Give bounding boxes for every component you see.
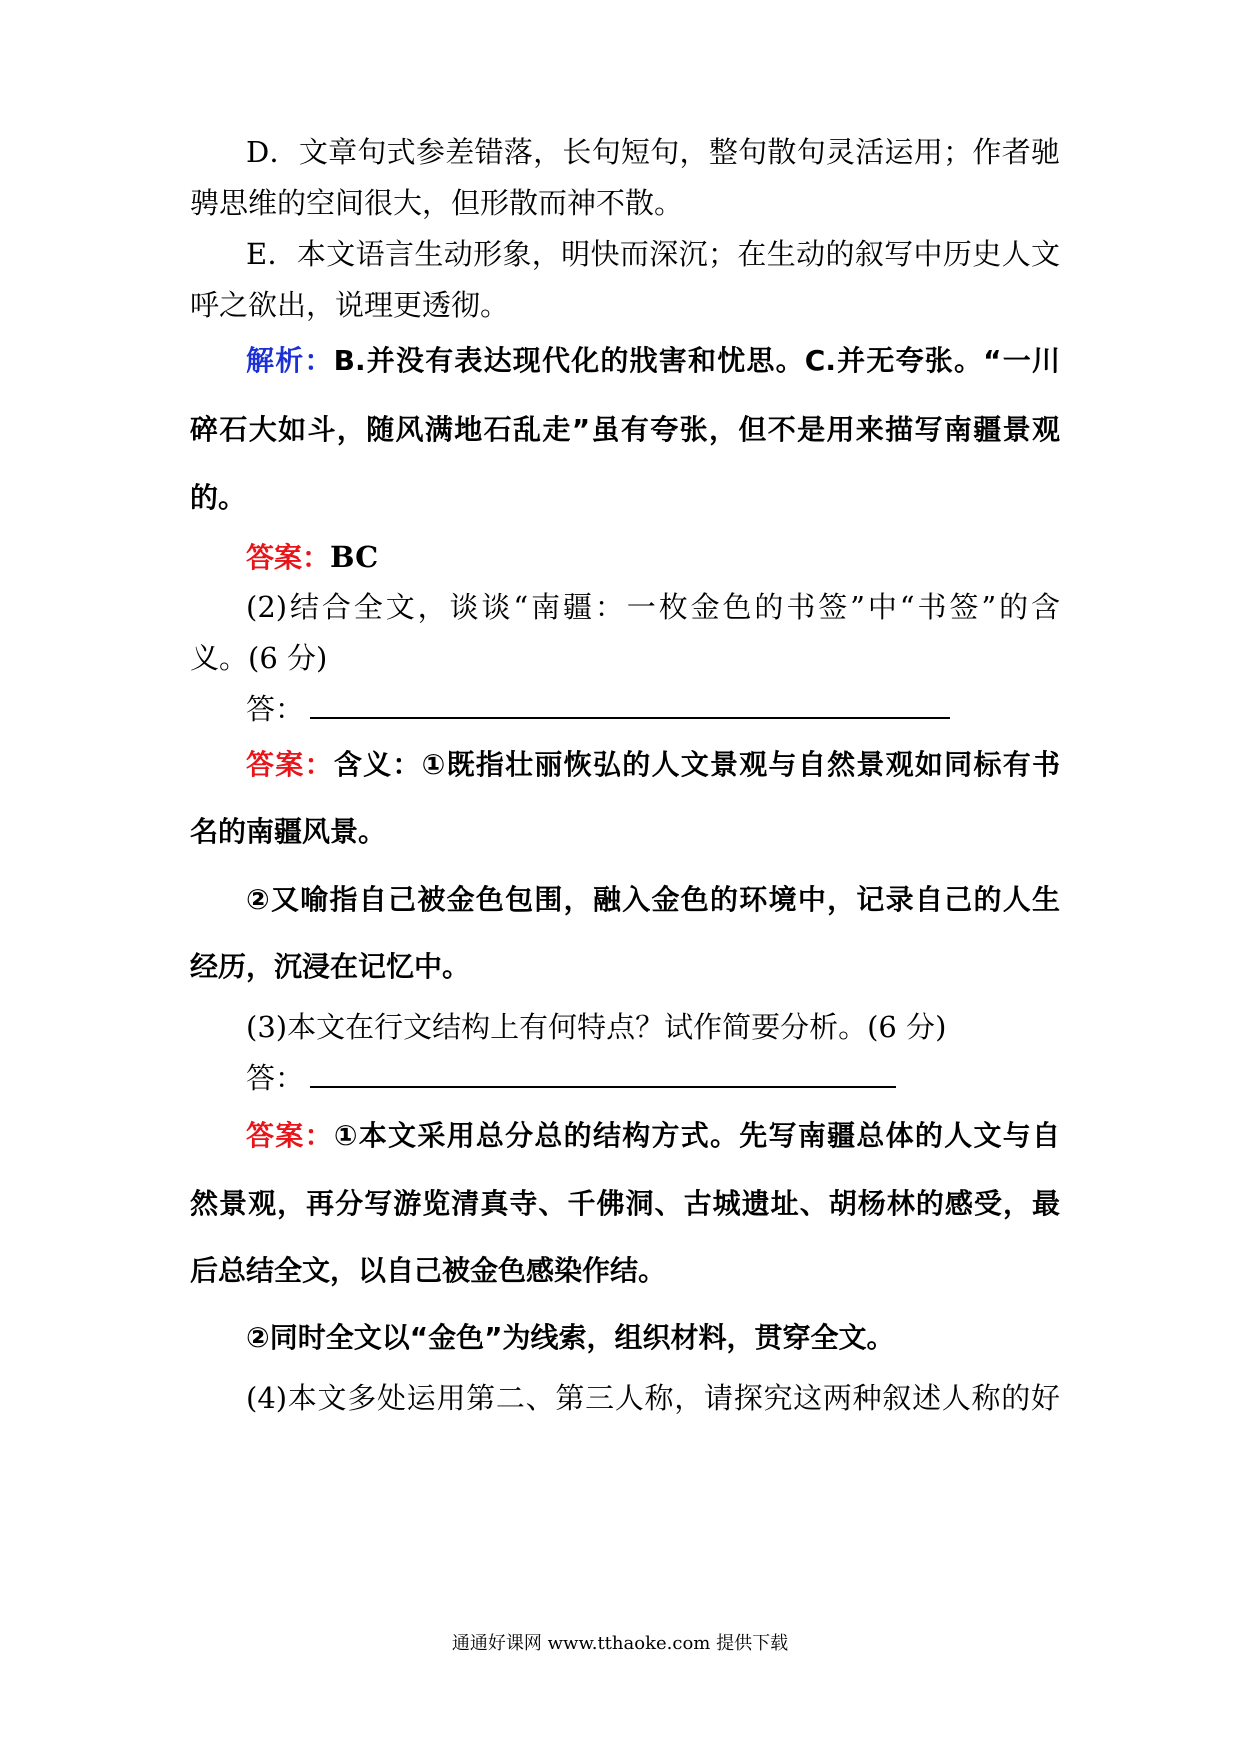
q3-answer-blank[interactable] [310,1060,896,1088]
q2-answer-prompt: 答： [246,692,305,726]
footer: 通通好课网 www.tthaoke.com 提供下载 [451,1633,789,1654]
answer1-label: 答案： [246,541,331,574]
q2-line2: 义。(6 分) [190,641,328,675]
option-e-line2: 呼之欲出，说理更透彻。 [190,288,510,322]
q4-line1: (4)本文多处运用第二、第三人称，请探究这两种叙述人称的好 [246,1381,1060,1415]
q3-line1: (3)本文在行文结构上有何特点？试作简要分析。(6 分) [246,1010,947,1044]
answer3-line4: ②同时全文以“金色”为线索，组织材料，贯穿全文。 [246,1321,895,1354]
answer1-line [246,537,1060,578]
option-e-line1: E．本文语言生动形象，明快而深沉；在生动的叙写中历史人文 [246,237,1060,271]
analysis-label: 解析： [246,344,334,377]
q2-line1: (2)结合全文，谈谈“南疆：一枚金色的书签”中“书签”的含 [246,590,1060,624]
q3-answer-row [246,1058,1060,1098]
analysis-line1 [246,341,1060,381]
answer2-text1: 含义：①既指壮丽恢弘的人文景观与自然景观如同标有书 [333,748,1060,781]
analysis-text1: B.并没有表达现代化的戕害和忧思。C.并无夸张。“一川 [333,344,1060,377]
q2-answer-row [246,689,1060,729]
option-d-line1: D．文章句式参差错落，长句短句，整句散句灵活运用；作者驰 [246,135,1060,169]
answer2-line4: 经历，沉浸在记忆中。 [190,950,471,983]
answer2-label: 答案： [246,748,334,781]
analysis-line2: 碎石大如斗，随风满地石乱走”虽有夸张，但不是用来描写南疆景观 [190,413,1060,446]
answer3-line2: 然景观，再分写游览清真寺、千佛洞、古城遗址、胡杨林的感受，最 [190,1187,1060,1220]
answer2-line3: ②又喻指自己被金色包围，融入金色的环境中，记录自己的人生 [246,883,1060,916]
analysis-line3: 的。 [190,481,247,514]
q3-answer-prompt: 答： [246,1061,305,1095]
answer2-line1 [246,745,1060,785]
answer2-line2: 名的南疆风景。 [190,815,387,848]
answer1-text: BC [330,540,379,574]
answer3-line1 [246,1116,1060,1156]
answer3-line3: 后总结全文，以自己被金色感染作结。 [190,1254,667,1287]
option-d-line2: 骋思维的空间很大，但形散而神不散。 [190,186,684,220]
answer3-label: 答案： [246,1119,334,1152]
q2-answer-blank[interactable] [310,691,950,719]
answer3-text1: ①本文采用总分总的结构方式。先写南疆总体的人文与自 [333,1119,1060,1152]
